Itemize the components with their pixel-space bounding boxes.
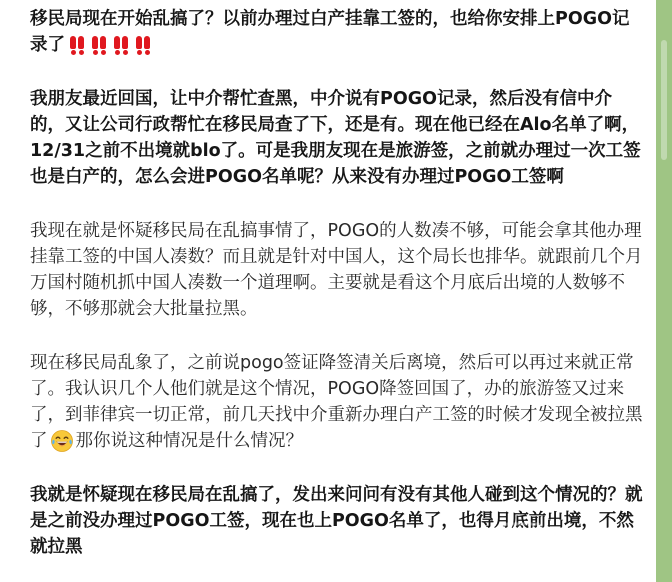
watermark-logo — [498, 516, 648, 574]
paragraph-5-text: 我就是怀疑现在移民局在乱搞了，发出来问问有没有其他人碰到这个情况的？就是之前没办理过POGO工签，现在也上POGO名单了，也得月底前出境，不然就拉黑 — [30, 485, 643, 557]
scrollbar-thumb[interactable] — [661, 40, 667, 160]
message-paragraph-3 — [30, 218, 646, 322]
double-exclamation-icon — [91, 35, 107, 55]
laughing-tears-icon — [50, 429, 74, 453]
double-exclamation-icon-group — [69, 35, 151, 55]
paragraph-2-text: 我朋友最近回国，让中介帮忙查黑，中介说有POGO记录，然后没有信中介的，又让公司行政帮忙在移民局查了下，还是有。现在他已经在Alo名单了啊，12/31之前不出境就blo了。可是我朋友现在是旅游签，之前就办理过一次工签也是白产的，怎么会进POGO名单呢？从来没有办理过POGO工签啊 — [30, 89, 641, 187]
message-paragraph-4 — [30, 350, 646, 454]
paragraph-3-text: 我现在就是怀疑移民局在乱搞事情了，POGO的人数凑不够，可能会拿其他办理挂靠工签的中国人凑数？而且就是针对中国人，这个局长也排华。就跟前几个月万国村随机抓中国人凑数一个道理啊。主要就是看这个月底后出境的人数够不够，不够那就会大批量拉黑。 — [30, 221, 643, 319]
message-paragraph-2 — [30, 86, 646, 190]
double-exclamation-icon — [69, 35, 85, 55]
paragraph-4-text-before-icon: 现在移民局乱象了，之前说pogo签证降签清关后离境，然后可以再过来就正常了。我认识几个人他们就是这个情况，POGO降签回国了，办的旅游签又过来了，到菲律宾一切正常，前几天找中介重新办理白产工签的时候才发现全被拉黑了 — [30, 353, 643, 451]
double-exclamation-icon — [113, 35, 129, 55]
message-paragraph-1 — [30, 6, 646, 58]
scrollbar[interactable] — [656, 0, 672, 582]
paragraph-1-text: 移民局现在开始乱搞了？以前办理过白产挂靠工签的，也给你安排上POGO记录了 — [30, 9, 630, 55]
paragraph-4-text-after-icon: 那你说这种情况是什么情况？ — [75, 431, 303, 451]
double-exclamation-icon — [135, 35, 151, 55]
